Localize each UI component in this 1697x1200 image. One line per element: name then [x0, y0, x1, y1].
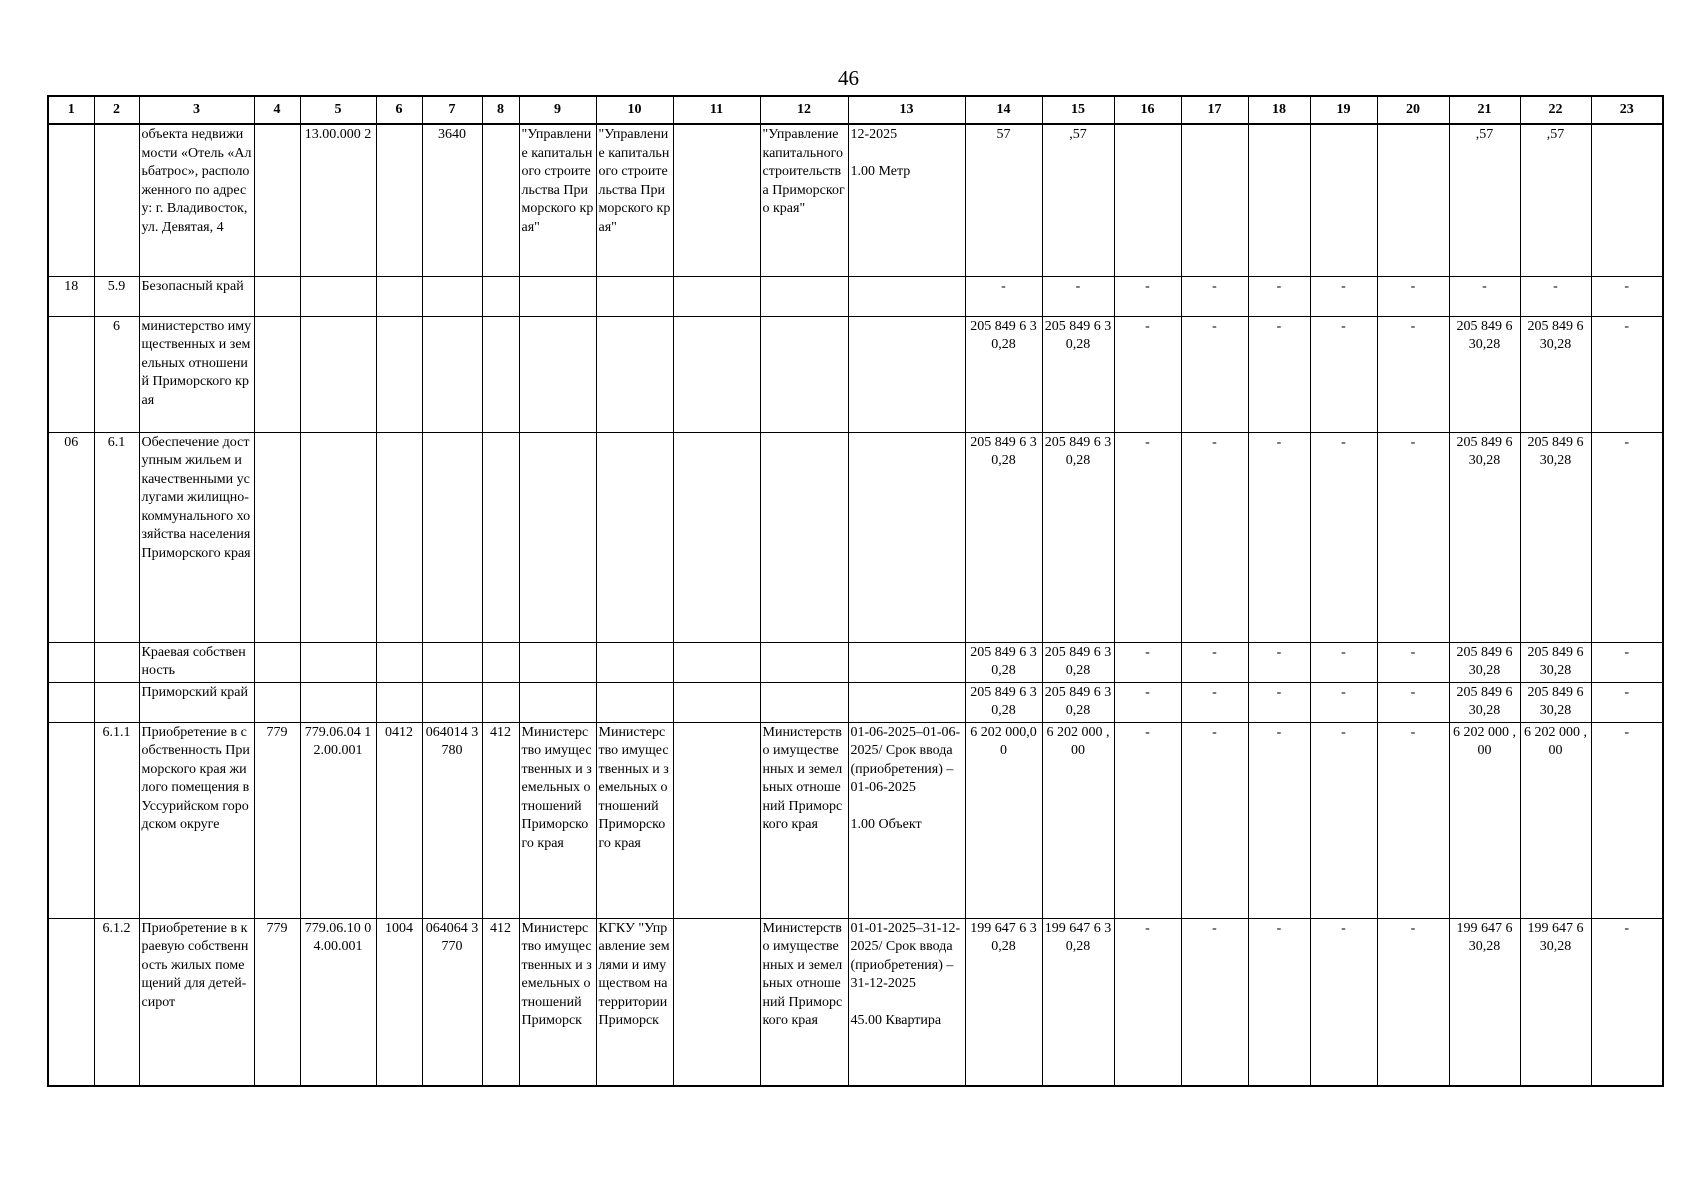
- cell-col-9: [519, 276, 596, 316]
- cell-col-14: 57: [965, 124, 1042, 276]
- cell-col-15: 205 849 6 30,28: [1042, 432, 1114, 642]
- cell-col-23: [1591, 124, 1663, 276]
- cell-col-8: [482, 642, 519, 682]
- column-header: 5: [300, 96, 376, 124]
- cell-col-19: [1310, 124, 1377, 276]
- column-header: 3: [139, 96, 254, 124]
- cell-col-8: 412: [482, 722, 519, 918]
- cell-col-5: 779.06.04 12.00.001: [300, 722, 376, 918]
- cell-col-7: [422, 316, 482, 432]
- cell-col-23: -: [1591, 722, 1663, 918]
- cell-col-10: "Управление капитального строительства Приморского края": [596, 124, 673, 276]
- cell-col-19: -: [1310, 682, 1377, 722]
- cell-col-16: -: [1114, 722, 1181, 918]
- cell-col-23: -: [1591, 642, 1663, 682]
- cell-col-7: 064064 3770: [422, 918, 482, 1086]
- cell-col-22: -: [1520, 276, 1591, 316]
- cell-col-3: Безопасный край: [139, 276, 254, 316]
- cell-col-14: 205 849 6 30,28: [965, 316, 1042, 432]
- cell-col-11: [673, 316, 760, 432]
- cell-col-18: [1248, 124, 1310, 276]
- cell-col-7: [422, 432, 482, 642]
- cell-col-5: [300, 642, 376, 682]
- cell-col-21: 205 849 6 30,28: [1449, 642, 1520, 682]
- cell-col-15: 205 849 6 30,28: [1042, 682, 1114, 722]
- cell-col-3: министерство имущественных и земельных отношений Приморского края: [139, 316, 254, 432]
- cell-col-6: [376, 682, 422, 722]
- cell-col-22: ,57: [1520, 124, 1591, 276]
- cell-col-15: 205 849 6 30,28: [1042, 642, 1114, 682]
- cell-col-16: -: [1114, 642, 1181, 682]
- column-header: 21: [1449, 96, 1520, 124]
- cell-col-13: [848, 642, 965, 682]
- cell-col-17: -: [1181, 432, 1248, 642]
- cell-col-20: -: [1377, 722, 1449, 918]
- cell-col-3: объекта недвижимости «Отель «Альбатрос», расположенного по адресу: г. Владивосток, ул. Девятая, 4: [139, 124, 254, 276]
- cell-col-6: [376, 124, 422, 276]
- cell-col-2: 5.9: [94, 276, 139, 316]
- cell-col-23: -: [1591, 316, 1663, 432]
- cell-col-3: Обеспечение доступным жильем и качественными услугами жилищно-коммунального хозяйства населения Приморского края: [139, 432, 254, 642]
- cell-col-2: [94, 682, 139, 722]
- cell-col-11: [673, 124, 760, 276]
- column-header: 2: [94, 96, 139, 124]
- cell-col-22: 205 849 6 30,28: [1520, 316, 1591, 432]
- cell-col-6: 0412: [376, 722, 422, 918]
- column-header: 14: [965, 96, 1042, 124]
- cell-col-9: [519, 642, 596, 682]
- cell-col-7: 064014 3780: [422, 722, 482, 918]
- cell-col-2: [94, 124, 139, 276]
- table-row: [48, 682, 1663, 722]
- cell-col-19: -: [1310, 722, 1377, 918]
- cell-col-10: КГКУ "Управление землями и имуществом на территории Приморск: [596, 918, 673, 1086]
- cell-col-21: 205 849 6 30,28: [1449, 316, 1520, 432]
- cell-col-13: [848, 276, 965, 316]
- cell-col-6: 1004: [376, 918, 422, 1086]
- cell-col-9: [519, 316, 596, 432]
- cell-col-1: 18: [48, 276, 94, 316]
- cell-col-1: [48, 722, 94, 918]
- cell-col-14: 199 647 6 30,28: [965, 918, 1042, 1086]
- cell-col-14: -: [965, 276, 1042, 316]
- cell-col-13: 01-01-2025–31-12-2025/ Срок ввода (приобретения) – 31-12-2025 45.00 Квартира: [848, 918, 965, 1086]
- cell-col-21: 6 202 000 ,00: [1449, 722, 1520, 918]
- cell-col-4: [254, 276, 300, 316]
- cell-col-8: [482, 432, 519, 642]
- cell-col-15: 205 849 6 30,28: [1042, 316, 1114, 432]
- cell-col-12: [760, 682, 848, 722]
- cell-col-18: -: [1248, 682, 1310, 722]
- cell-col-6: [376, 276, 422, 316]
- cell-col-11: [673, 642, 760, 682]
- cell-col-13: 12-2025 1.00 Метр: [848, 124, 965, 276]
- cell-col-20: -: [1377, 276, 1449, 316]
- cell-col-22: 205 849 6 30,28: [1520, 682, 1591, 722]
- cell-col-12: [760, 316, 848, 432]
- cell-col-5: 13.00.000 2: [300, 124, 376, 276]
- cell-col-11: [673, 432, 760, 642]
- cell-col-4: [254, 432, 300, 642]
- column-header: 13: [848, 96, 965, 124]
- cell-col-5: 779.06.10 04.00.001: [300, 918, 376, 1086]
- cell-col-13: [848, 316, 965, 432]
- cell-col-20: -: [1377, 432, 1449, 642]
- cell-col-3: Приморский край: [139, 682, 254, 722]
- cell-col-21: 205 849 6 30,28: [1449, 682, 1520, 722]
- cell-col-15: ,57: [1042, 124, 1114, 276]
- cell-col-21: ,57: [1449, 124, 1520, 276]
- cell-col-13: 01-06-2025–01-06-2025/ Срок ввода (приобретения) – 01-06-2025 1.00 Объект: [848, 722, 965, 918]
- column-header: 4: [254, 96, 300, 124]
- cell-col-15: 6 202 000 ,00: [1042, 722, 1114, 918]
- column-header: 11: [673, 96, 760, 124]
- cell-col-16: -: [1114, 276, 1181, 316]
- cell-col-13: [848, 682, 965, 722]
- table-row: [48, 124, 1663, 276]
- cell-col-9: [519, 432, 596, 642]
- table-row: [48, 722, 1663, 918]
- cell-col-12: [760, 276, 848, 316]
- cell-col-7: [422, 682, 482, 722]
- cell-col-22: 199 647 6 30,28: [1520, 918, 1591, 1086]
- cell-col-22: 205 849 6 30,28: [1520, 642, 1591, 682]
- cell-col-22: 205 849 6 30,28: [1520, 432, 1591, 642]
- cell-col-12: Министерство имущественных и земельных отношений Приморского края: [760, 722, 848, 918]
- cell-col-18: -: [1248, 918, 1310, 1086]
- cell-col-4: 779: [254, 722, 300, 918]
- cell-col-14: 205 849 6 30,28: [965, 642, 1042, 682]
- cell-col-1: [48, 316, 94, 432]
- cell-col-17: -: [1181, 722, 1248, 918]
- cell-col-4: [254, 124, 300, 276]
- column-header: 1: [48, 96, 94, 124]
- cell-col-1: [48, 124, 94, 276]
- cell-col-7: [422, 276, 482, 316]
- column-header: 23: [1591, 96, 1663, 124]
- cell-col-8: [482, 682, 519, 722]
- cell-col-23: -: [1591, 918, 1663, 1086]
- cell-col-11: [673, 722, 760, 918]
- cell-col-5: [300, 432, 376, 642]
- cell-col-17: -: [1181, 642, 1248, 682]
- cell-col-1: [48, 682, 94, 722]
- cell-col-12: [760, 432, 848, 642]
- column-header: 17: [1181, 96, 1248, 124]
- cell-col-10: Министерство имущественных и земельных отношений Приморского края: [596, 722, 673, 918]
- budget-table: [47, 95, 1664, 1087]
- cell-col-11: [673, 682, 760, 722]
- cell-col-5: [300, 276, 376, 316]
- cell-col-2: 6: [94, 316, 139, 432]
- cell-col-14: 6 202 000,00: [965, 722, 1042, 918]
- column-header: 6: [376, 96, 422, 124]
- column-header: 15: [1042, 96, 1114, 124]
- cell-col-21: 199 647 6 30,28: [1449, 918, 1520, 1086]
- cell-col-12: [760, 642, 848, 682]
- cell-col-12: "Управление капитального строительства Приморского края": [760, 124, 848, 276]
- cell-col-20: [1377, 124, 1449, 276]
- cell-col-4: [254, 316, 300, 432]
- cell-col-8: [482, 316, 519, 432]
- cell-col-20: -: [1377, 918, 1449, 1086]
- cell-col-17: [1181, 124, 1248, 276]
- cell-col-4: 779: [254, 918, 300, 1086]
- cell-col-9: Министерство имущественных и земельных отношений Приморского края: [519, 722, 596, 918]
- cell-col-17: -: [1181, 316, 1248, 432]
- cell-col-4: [254, 642, 300, 682]
- cell-col-19: -: [1310, 316, 1377, 432]
- cell-col-20: -: [1377, 316, 1449, 432]
- page-number: 46: [838, 66, 859, 90]
- cell-col-6: [376, 316, 422, 432]
- cell-col-16: -: [1114, 432, 1181, 642]
- cell-col-16: -: [1114, 316, 1181, 432]
- cell-col-16: [1114, 124, 1181, 276]
- cell-col-8: [482, 124, 519, 276]
- cell-col-2: 6.1.2: [94, 918, 139, 1086]
- cell-col-20: -: [1377, 642, 1449, 682]
- cell-col-20: -: [1377, 682, 1449, 722]
- column-number-row: [48, 96, 1663, 124]
- cell-col-3: Краевая собственность: [139, 642, 254, 682]
- cell-col-23: -: [1591, 276, 1663, 316]
- cell-col-15: -: [1042, 276, 1114, 316]
- cell-col-23: -: [1591, 432, 1663, 642]
- column-header: 7: [422, 96, 482, 124]
- cell-col-7: 3640: [422, 124, 482, 276]
- cell-col-9: [519, 682, 596, 722]
- cell-col-1: 06: [48, 432, 94, 642]
- cell-col-4: [254, 682, 300, 722]
- cell-col-16: -: [1114, 918, 1181, 1086]
- table-row: [48, 918, 1663, 1086]
- column-header: 22: [1520, 96, 1591, 124]
- cell-col-19: -: [1310, 918, 1377, 1086]
- cell-col-11: [673, 276, 760, 316]
- column-header: 10: [596, 96, 673, 124]
- cell-col-10: [596, 276, 673, 316]
- cell-col-10: [596, 432, 673, 642]
- cell-col-17: -: [1181, 918, 1248, 1086]
- cell-col-17: -: [1181, 682, 1248, 722]
- column-header: 9: [519, 96, 596, 124]
- cell-col-15: 199 647 6 30,28: [1042, 918, 1114, 1086]
- column-header: 19: [1310, 96, 1377, 124]
- cell-col-19: -: [1310, 642, 1377, 682]
- cell-col-18: -: [1248, 642, 1310, 682]
- cell-col-9: "Управление капитального строительства Приморского края": [519, 124, 596, 276]
- table-row: [48, 642, 1663, 682]
- cell-col-5: [300, 316, 376, 432]
- cell-col-1: [48, 918, 94, 1086]
- cell-col-9: Министерство имущественных и земельных отношений Приморск: [519, 918, 596, 1086]
- cell-col-21: 205 849 6 30,28: [1449, 432, 1520, 642]
- cell-col-18: -: [1248, 432, 1310, 642]
- cell-col-6: [376, 432, 422, 642]
- cell-col-18: -: [1248, 722, 1310, 918]
- column-header: 8: [482, 96, 519, 124]
- cell-col-2: 6.1: [94, 432, 139, 642]
- cell-col-10: [596, 642, 673, 682]
- cell-col-3: Приобретение в собственность Приморского края жилого помещения в Уссурийском городском округе: [139, 722, 254, 918]
- column-header: 16: [1114, 96, 1181, 124]
- cell-col-11: [673, 918, 760, 1086]
- cell-col-18: -: [1248, 316, 1310, 432]
- cell-col-8: 412: [482, 918, 519, 1086]
- table-row: [48, 316, 1663, 432]
- column-header: 18: [1248, 96, 1310, 124]
- cell-col-2: 6.1.1: [94, 722, 139, 918]
- cell-col-13: [848, 432, 965, 642]
- cell-col-21: -: [1449, 276, 1520, 316]
- table-row: [48, 276, 1663, 316]
- cell-col-17: -: [1181, 276, 1248, 316]
- cell-col-10: [596, 682, 673, 722]
- cell-col-19: -: [1310, 276, 1377, 316]
- cell-col-5: [300, 682, 376, 722]
- cell-col-19: -: [1310, 432, 1377, 642]
- cell-col-7: [422, 642, 482, 682]
- cell-col-3: Приобретение в краевую собственность жилых помещений для детей-сирот: [139, 918, 254, 1086]
- cell-col-23: -: [1591, 682, 1663, 722]
- cell-col-8: [482, 276, 519, 316]
- cell-col-12: Министерство имущественных и земельных отношений Приморского края: [760, 918, 848, 1086]
- cell-col-22: 6 202 000 ,00: [1520, 722, 1591, 918]
- cell-col-16: -: [1114, 682, 1181, 722]
- table-row: [48, 432, 1663, 642]
- cell-col-14: 205 849 6 30,28: [965, 682, 1042, 722]
- cell-col-14: 205 849 6 30,28: [965, 432, 1042, 642]
- cell-col-1: [48, 642, 94, 682]
- cell-col-6: [376, 642, 422, 682]
- cell-col-18: -: [1248, 276, 1310, 316]
- cell-col-10: [596, 316, 673, 432]
- column-header: 20: [1377, 96, 1449, 124]
- column-header: 12: [760, 96, 848, 124]
- cell-col-2: [94, 642, 139, 682]
